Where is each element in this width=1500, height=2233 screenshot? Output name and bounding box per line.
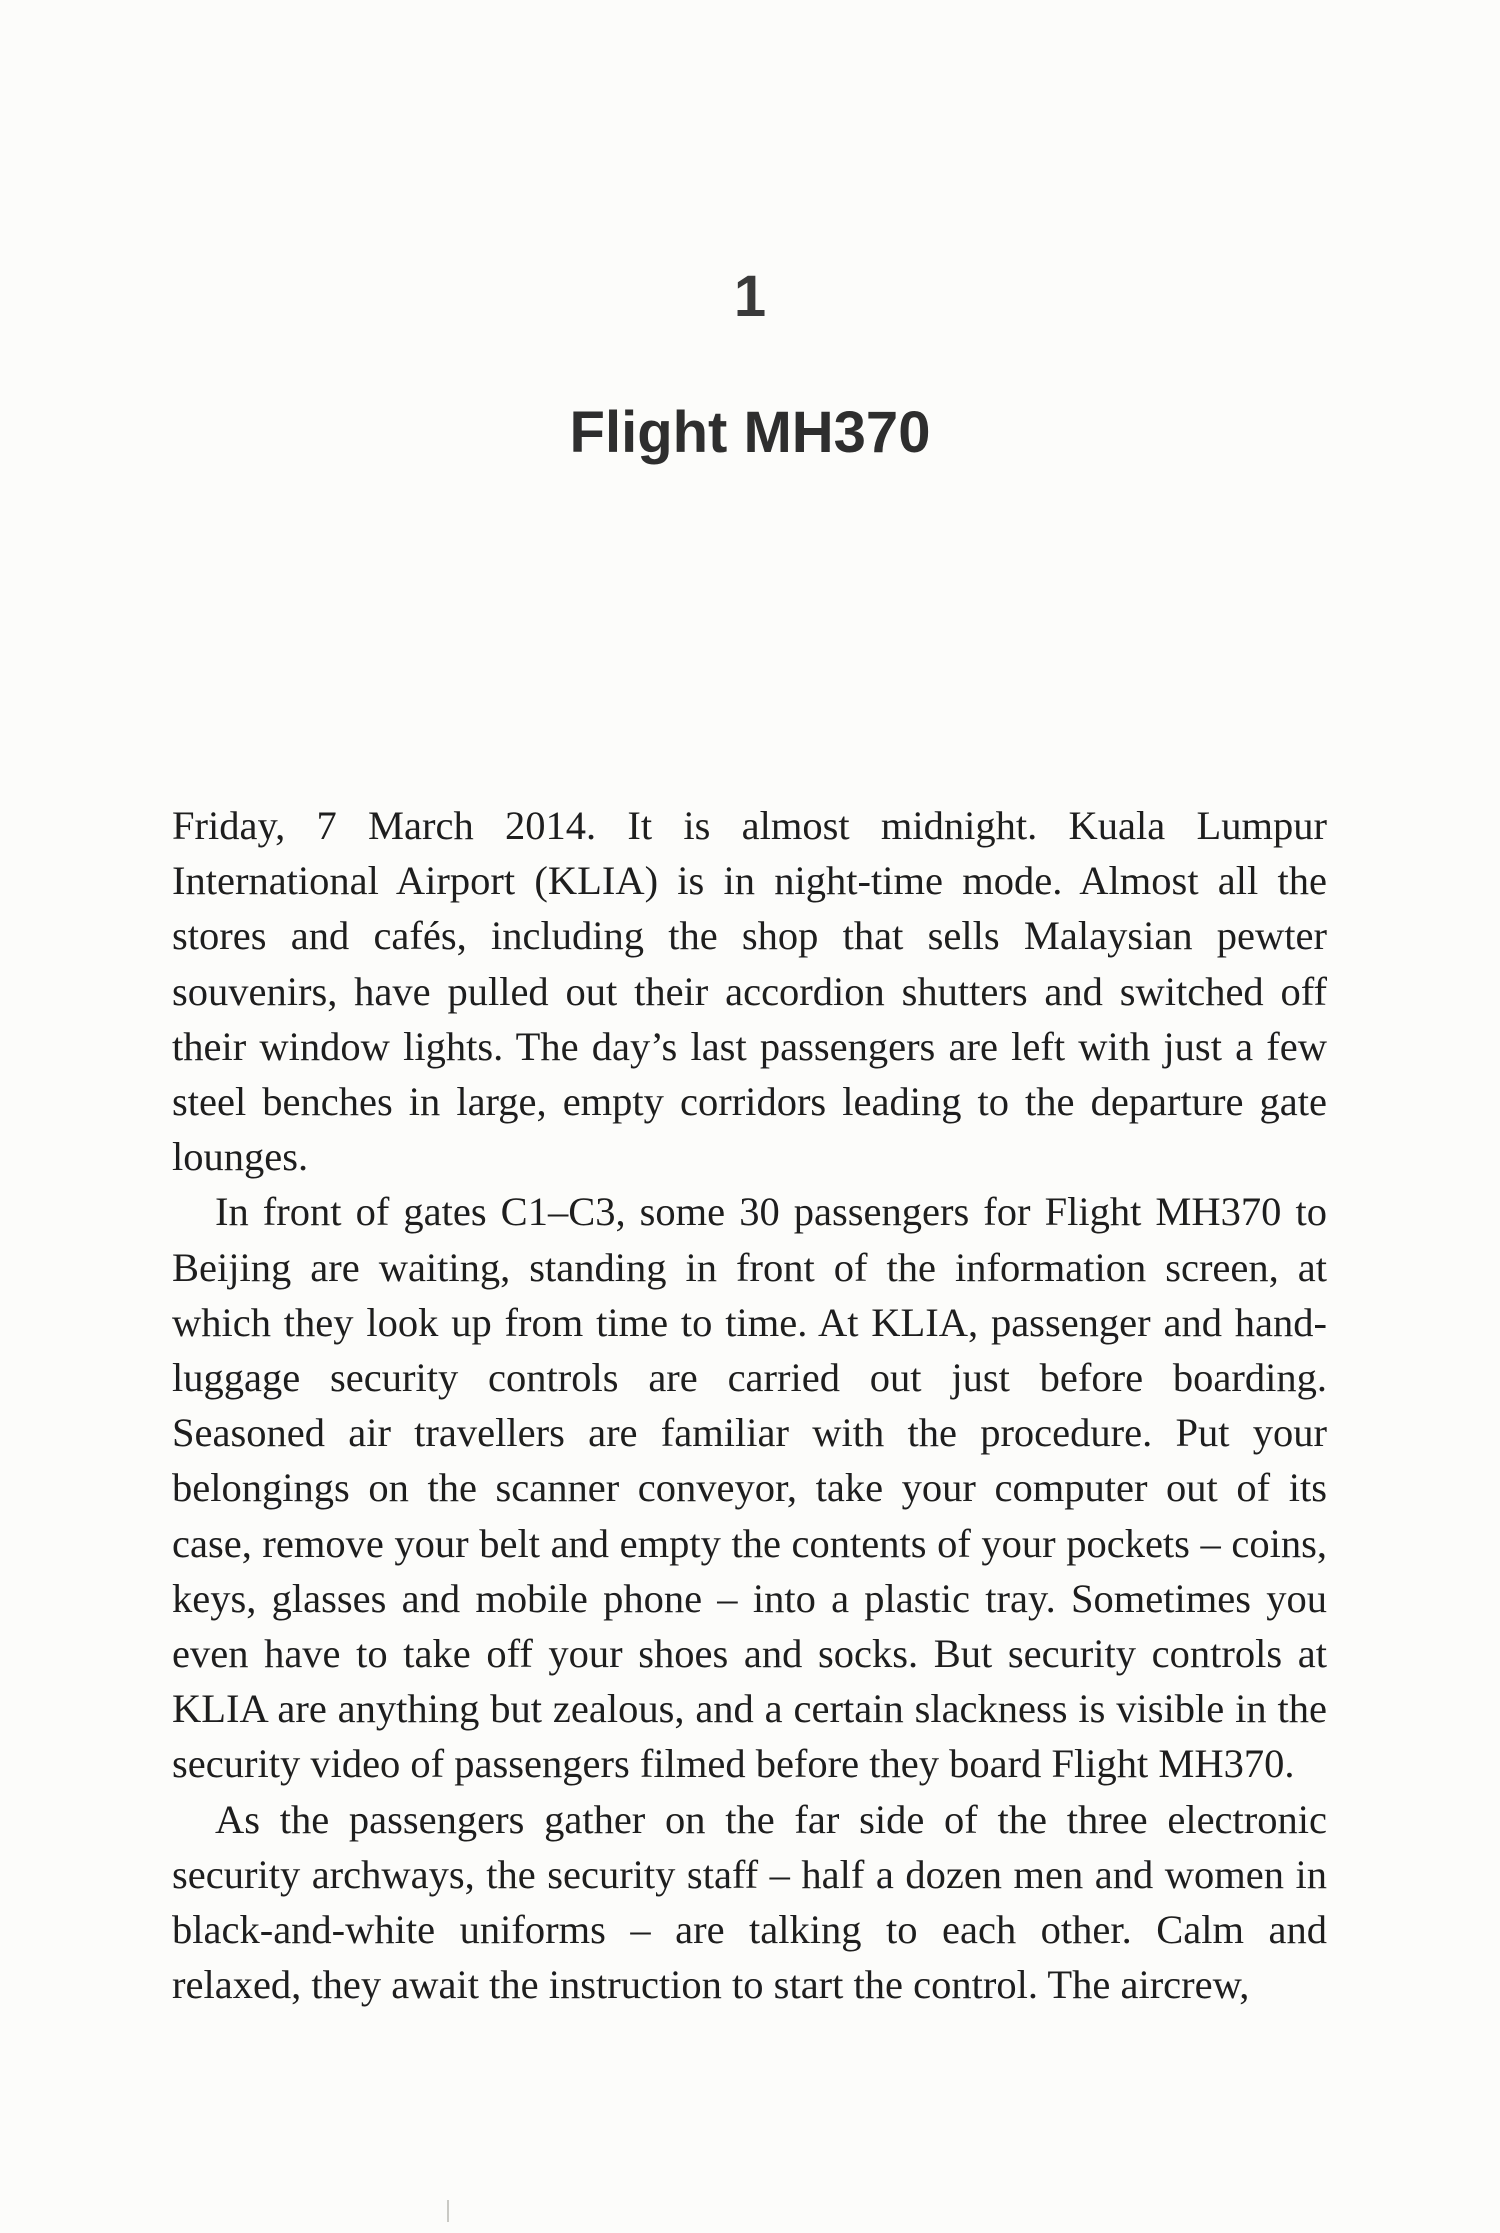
paragraph-2: In front of gates C1–C3, some 30 passengers for Flight MH370 to Beijing are waiting, standing in front of the information screen, at which they look up from time to time. At KLIA, passenger and hand-luggage security controls are carried out just before boarding. Seasoned air travellers are familiar with the procedure. Put your belongings on the scanner conveyor, take your computer out of its case, remove your belt and empty the contents of your pockets – coins, keys, glasses and mobile phone – into a plastic tray. Sometimes you even have to take off your shoes and socks. But security controls at KLIA are anything but zealous, and a certain slackness is visible in the security video of passengers filmed before they board Flight MH370. xyxy=(172,1189,1327,1787)
paragraph-3: As the passengers gather on the far side of the three electronic security archways, the security staff – half a dozen men and women in black-and-white uniforms – are talking to each other. Calm and relaxed, they await the instruction to start the control. The aircrew, xyxy=(172,1796,1327,2008)
paragraph-1: Friday, 7 March 2014. It is almost midnight. Kuala Lumpur International Airport (KLIA) is in night-time mode. Almost all the stores and cafés, including the shop that sells Malaysian pewter souvenirs, have pulled out their accordion shutters and switched off their window lights. The day’s last passengers are left with just a few steel benches in large, empty corridors leading to the departure gate lounges. xyxy=(172,803,1327,1180)
chapter-title: Flight MH370 xyxy=(569,400,931,465)
chapter-body xyxy=(172,798,1327,2012)
chapter-number: 1 xyxy=(733,264,767,329)
scan-artifact-line xyxy=(447,2200,449,2222)
